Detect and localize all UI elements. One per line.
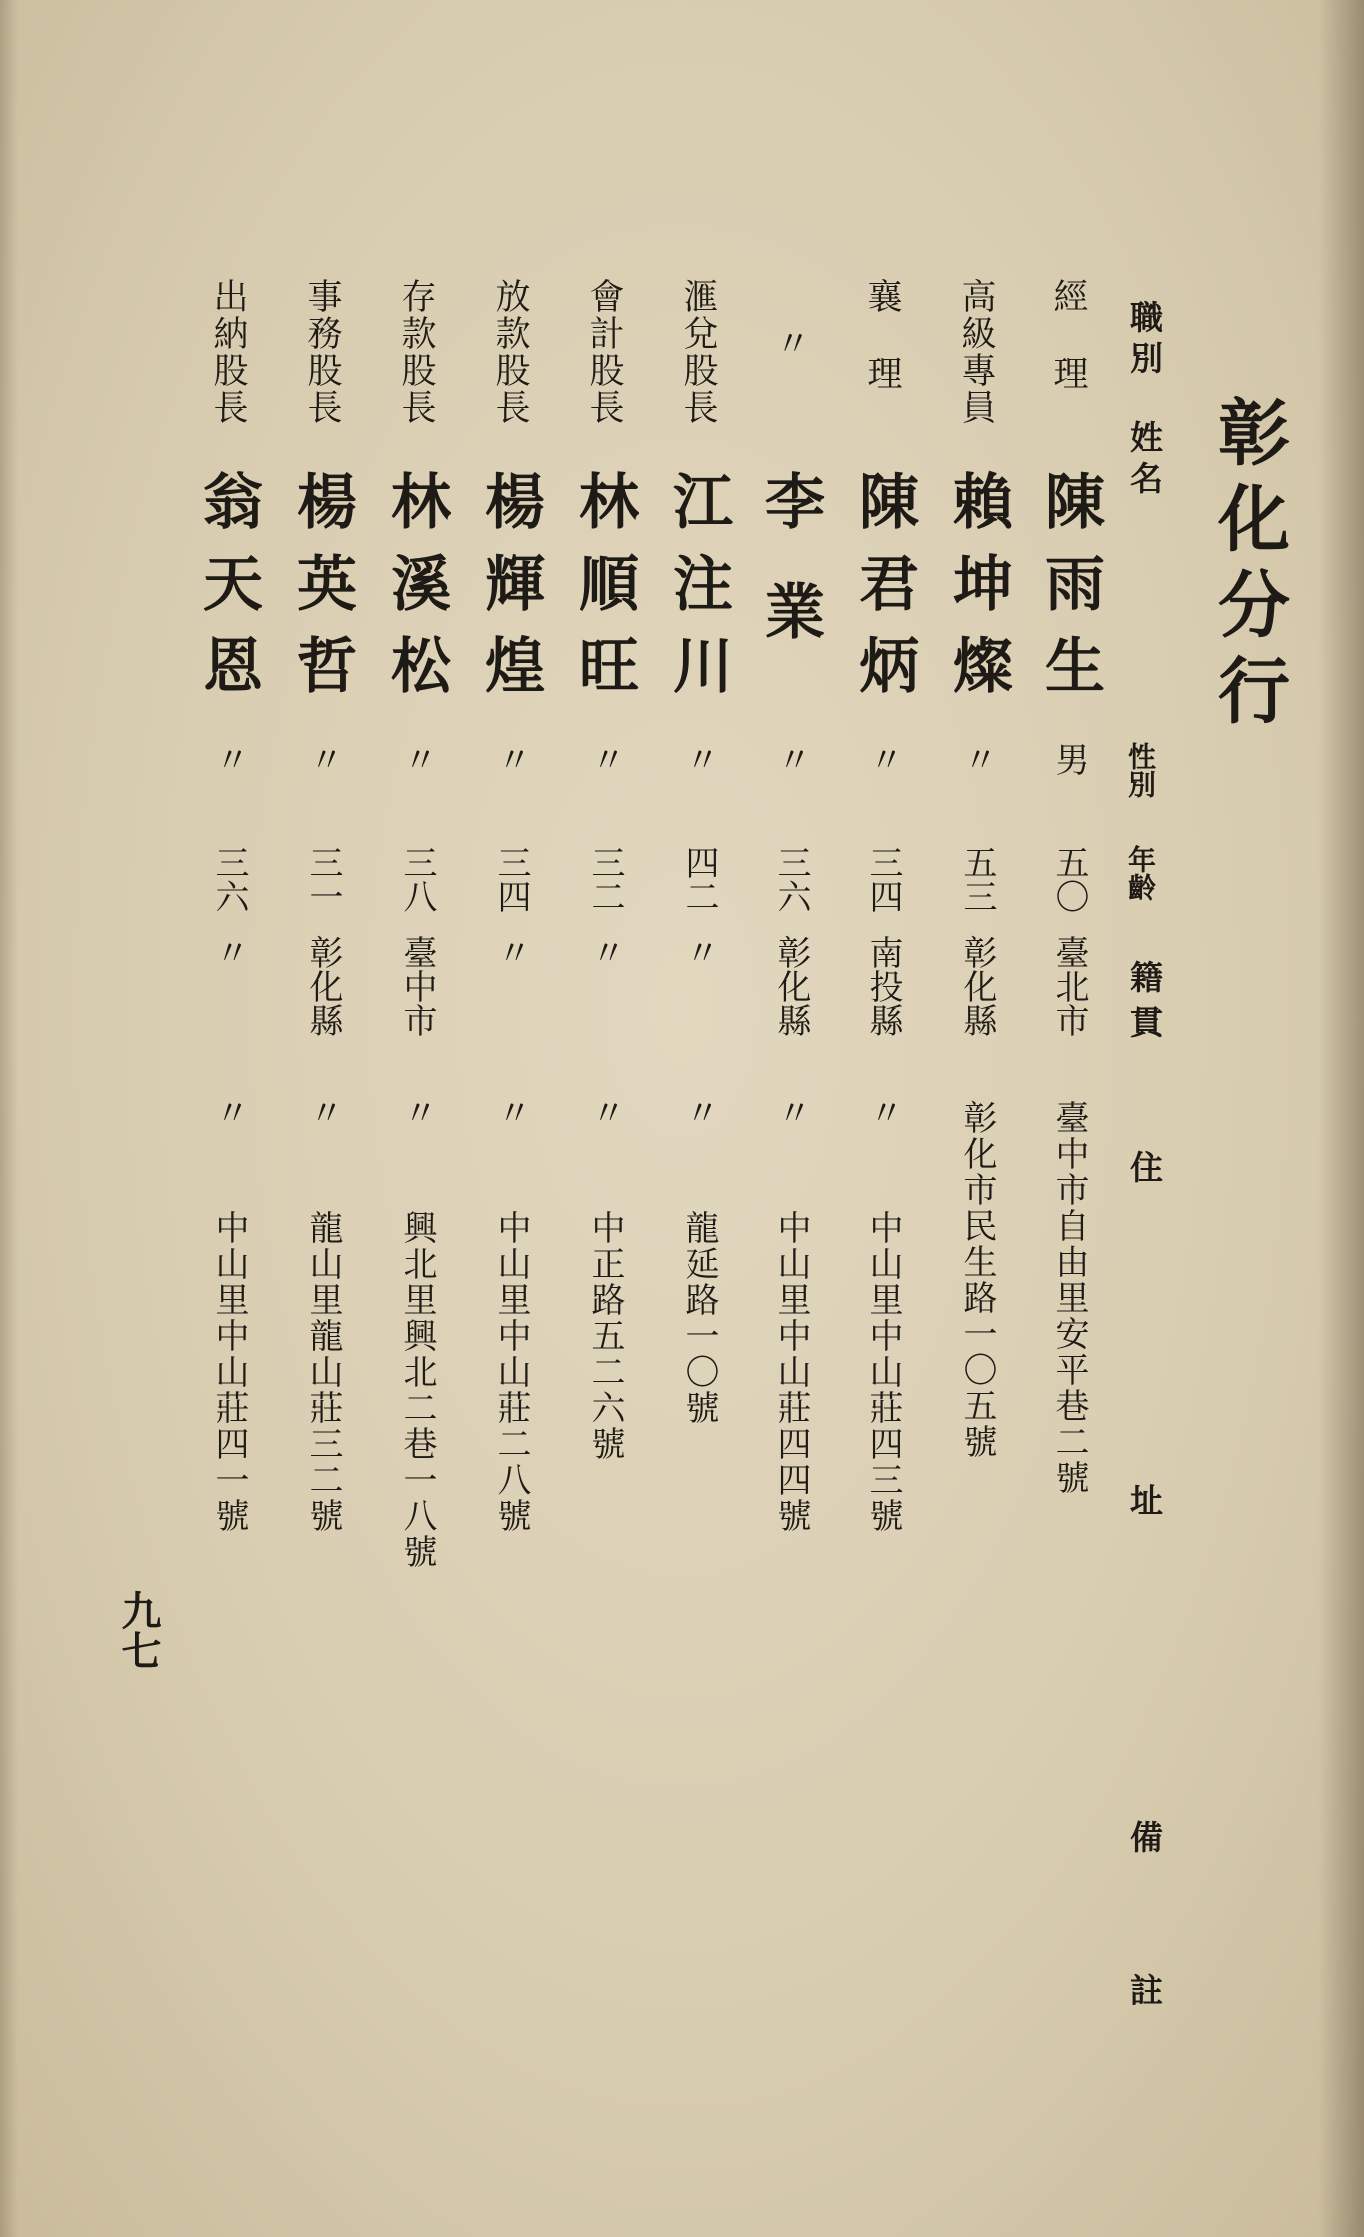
row-age: 三六 — [771, 845, 811, 913]
header-age: 年齡 — [1124, 845, 1157, 901]
row-gender: 〃 — [397, 742, 437, 776]
row-role: 高級專員 — [956, 278, 996, 426]
row-address-ditto: 〃 — [771, 1095, 811, 1129]
row-native-place: 臺中市 — [397, 935, 437, 1037]
row-address: 彰化市民生路一〇五號 — [957, 1100, 997, 1460]
row-name: 楊英哲 — [287, 470, 357, 716]
row-age: 三二 — [585, 845, 625, 913]
row-age: 三四 — [491, 845, 531, 913]
row-role: 放款股長 — [490, 278, 530, 426]
row-native-place: 〃 — [209, 935, 249, 969]
row-gender: 〃 — [679, 742, 719, 776]
row-address: 中山里中山莊二八號 — [491, 1210, 531, 1534]
header-address: 住址 — [1125, 1150, 1164, 1816]
row-name: 林順旺 — [569, 470, 639, 716]
row-native-place: 〃 — [679, 935, 719, 969]
row-native-place: 〃 — [491, 935, 531, 969]
row-address-ditto: 〃 — [679, 1095, 719, 1129]
row-name: 翁天恩 — [193, 470, 263, 716]
row-gender: 〃 — [771, 742, 811, 776]
row-address: 龍延路一〇號 — [679, 1210, 719, 1426]
book-spine-shadow — [1318, 0, 1364, 2237]
page-number: 九七 — [115, 1590, 162, 1670]
row-name: 陳君炳 — [849, 470, 919, 716]
row-native-place: 臺北市 — [1049, 935, 1089, 1037]
page-left-edge — [0, 0, 18, 2237]
row-role: 事務股長 — [302, 278, 342, 426]
row-native-place: 彰化縣 — [303, 935, 343, 1037]
row-role: 存款股長 — [396, 278, 436, 426]
row-role: 滙兌股長 — [678, 278, 718, 426]
row-gender: 〃 — [209, 742, 249, 776]
row-address: 臺中市自由里安平巷二號 — [1049, 1100, 1089, 1496]
row-age: 三四 — [863, 845, 903, 913]
row-address: 龍山里龍山莊三二號 — [303, 1210, 343, 1534]
row-address-ditto: 〃 — [397, 1095, 437, 1129]
row-address-ditto: 〃 — [303, 1095, 343, 1129]
header-name: 姓名 — [1125, 420, 1164, 502]
row-address-ditto: 〃 — [863, 1095, 903, 1129]
row-address: 中山里中山莊四三號 — [863, 1210, 903, 1534]
header-remarks: 備註 — [1125, 1820, 1164, 2126]
row-role: 襄理 — [862, 278, 902, 432]
row-name: 李業 — [755, 470, 825, 690]
row-native-place: 彰化縣 — [771, 935, 811, 1037]
header-role: 職別 — [1125, 300, 1164, 382]
row-age: 三八 — [397, 845, 437, 913]
row-name: 楊輝煌 — [475, 470, 545, 716]
row-age: 五〇 — [1049, 845, 1089, 913]
row-address: 中山里中山莊四四號 — [771, 1210, 811, 1534]
row-gender: 〃 — [863, 742, 903, 776]
section-title: 彰化分行 — [1206, 395, 1291, 739]
row-role: 〃 — [770, 325, 810, 360]
row-address: 興北里興北二巷一八號 — [397, 1210, 437, 1570]
row-address-ditto: 〃 — [209, 1095, 249, 1129]
header-gender: 性別 — [1124, 742, 1157, 798]
row-role: 會計股長 — [584, 278, 624, 426]
row-name: 林溪松 — [381, 470, 451, 716]
row-address-ditto: 〃 — [585, 1095, 625, 1129]
row-native-place: 〃 — [585, 935, 625, 969]
row-age: 四二 — [679, 845, 719, 913]
row-role: 經理 — [1048, 278, 1088, 432]
row-gender: 〃 — [491, 742, 531, 776]
row-age: 三一 — [303, 845, 343, 913]
row-role: 出納股長 — [208, 278, 248, 426]
row-age: 五三 — [957, 845, 997, 913]
row-gender: 〃 — [957, 742, 997, 776]
row-native-place: 彰化縣 — [957, 935, 997, 1037]
row-address: 中正路五二六號 — [585, 1210, 625, 1462]
row-name: 賴坤燦 — [943, 470, 1013, 716]
row-gender: 男 — [1049, 742, 1089, 776]
row-name: 江注川 — [663, 470, 733, 716]
row-gender: 〃 — [585, 742, 625, 776]
row-address-ditto: 〃 — [491, 1095, 531, 1129]
row-native-place: 南投縣 — [863, 935, 903, 1037]
row-address: 中山里中山莊四一號 — [209, 1210, 249, 1534]
row-gender: 〃 — [303, 742, 343, 776]
header-native-place: 籍貫 — [1125, 960, 1164, 1050]
row-name: 陳雨生 — [1035, 470, 1105, 716]
row-age: 三六 — [209, 845, 249, 913]
